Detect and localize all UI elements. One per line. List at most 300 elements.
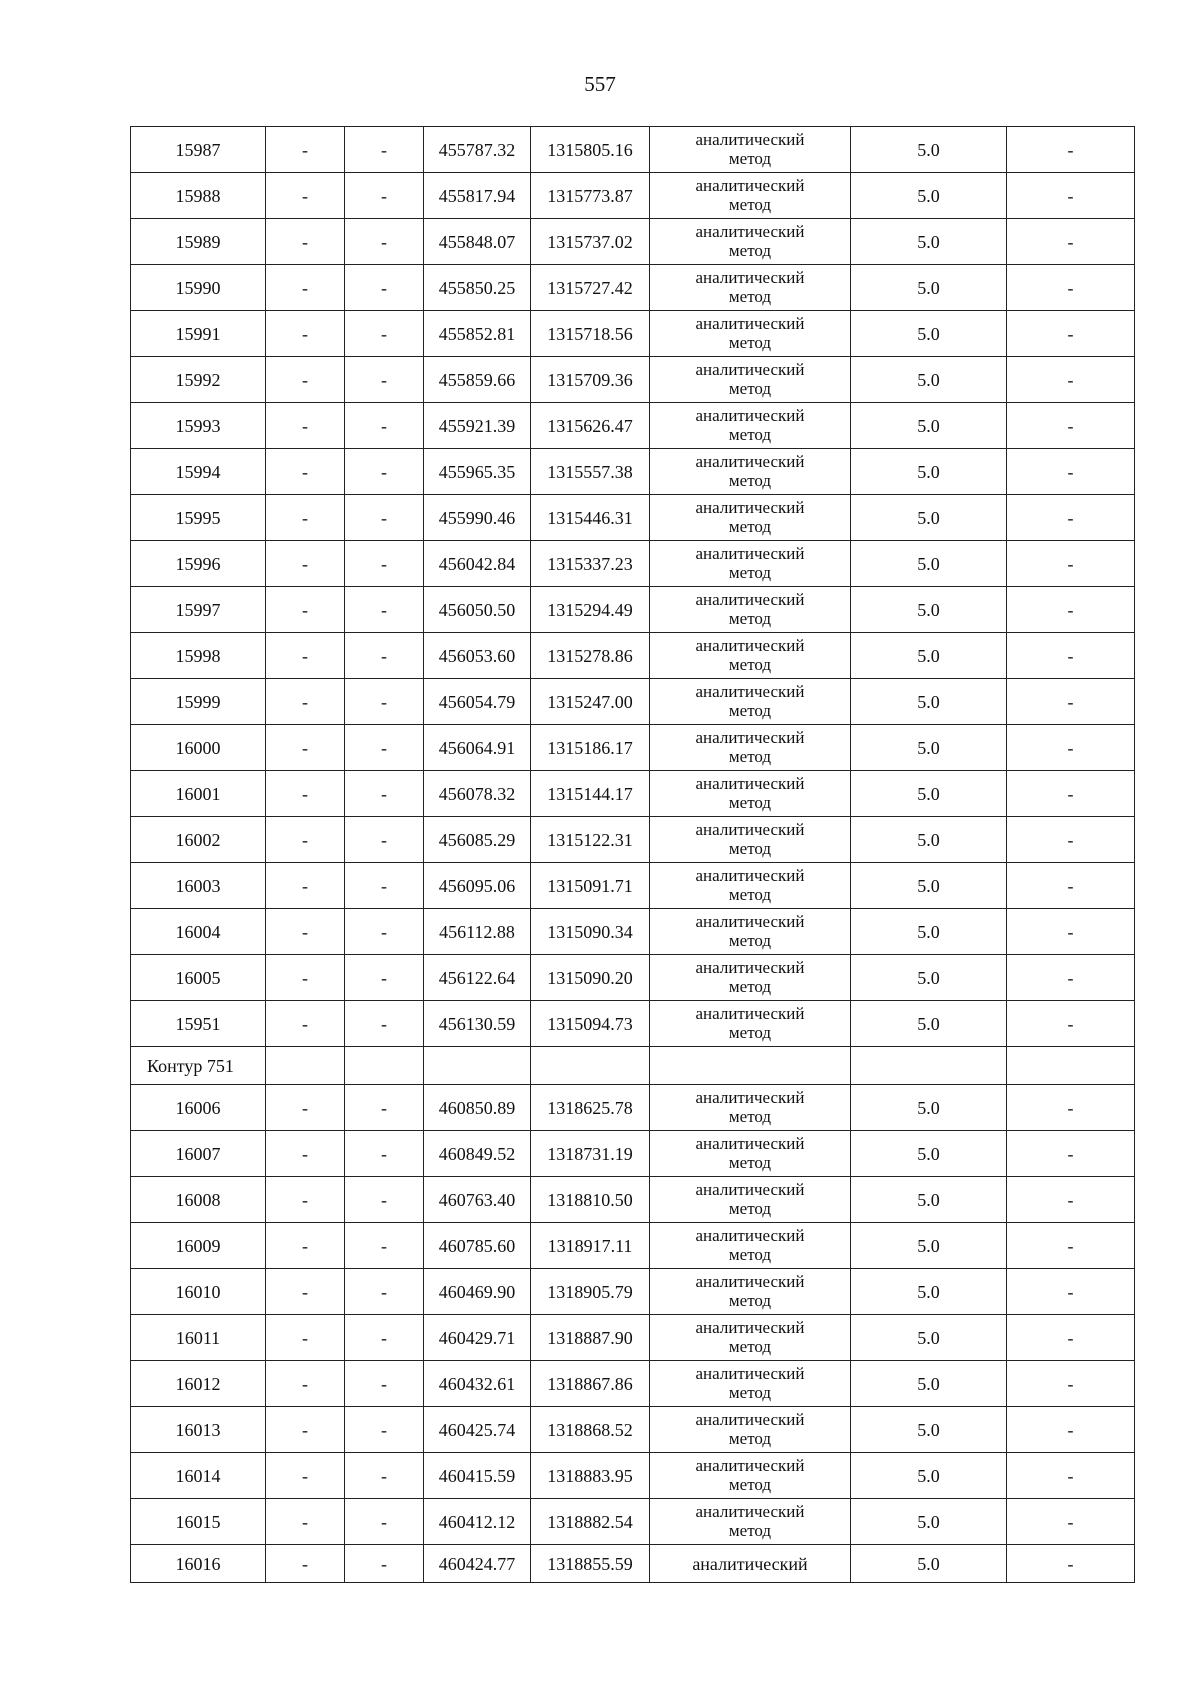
dash-cell: - xyxy=(345,1177,424,1223)
dash-cell: - xyxy=(345,725,424,771)
coord-y: 1318882.54 xyxy=(531,1499,650,1545)
accuracy-cell: 5.0 xyxy=(851,909,1007,955)
dash-cell: - xyxy=(266,219,345,265)
table-row xyxy=(131,955,1135,1001)
coord-y: 1315122.31 xyxy=(531,817,650,863)
point-id: 16004 xyxy=(131,909,266,955)
method-text: метод xyxy=(728,976,772,996)
coord-x: 456085.29 xyxy=(424,817,531,863)
dash-cell: - xyxy=(266,311,345,357)
table-row xyxy=(131,587,1135,633)
method-text: метод xyxy=(728,1520,772,1540)
coord-y: 1315091.71 xyxy=(531,863,650,909)
dash-cell: - xyxy=(1007,1453,1135,1499)
method-text: метод xyxy=(728,378,772,398)
dash-cell: - xyxy=(1007,1177,1135,1223)
dash-cell: - xyxy=(266,1407,345,1453)
coord-x: 460412.12 xyxy=(424,1499,531,1545)
method-text: аналитический xyxy=(695,1226,805,1246)
coord-x: 456112.88 xyxy=(424,909,531,955)
dash-cell: - xyxy=(1007,633,1135,679)
table-row xyxy=(131,357,1135,403)
method-cell xyxy=(650,817,851,863)
point-id: 15987 xyxy=(131,127,266,173)
dash-cell: - xyxy=(1007,587,1135,633)
dash-cell: - xyxy=(345,1361,424,1407)
coord-x: 460432.61 xyxy=(424,1361,531,1407)
dash-cell: - xyxy=(266,587,345,633)
coord-x: 455850.25 xyxy=(424,265,531,311)
method-text: метод xyxy=(728,240,772,260)
accuracy-cell: 5.0 xyxy=(851,173,1007,219)
point-id: 15990 xyxy=(131,265,266,311)
dash-cell: - xyxy=(266,1361,345,1407)
coord-x: 456095.06 xyxy=(424,863,531,909)
method-text: метод xyxy=(728,470,772,490)
method-cell xyxy=(650,1361,851,1407)
dash-cell: - xyxy=(1007,357,1135,403)
point-id: 16010 xyxy=(131,1269,266,1315)
table-row xyxy=(131,725,1135,771)
empty-cell xyxy=(266,1047,345,1085)
point-id: 16001 xyxy=(131,771,266,817)
dash-cell: - xyxy=(1007,127,1135,173)
point-id: 15994 xyxy=(131,449,266,495)
method-text: аналитический xyxy=(695,176,805,196)
dash-cell: - xyxy=(266,127,345,173)
table-row xyxy=(131,1545,1135,1583)
dash-cell: - xyxy=(345,633,424,679)
coord-y: 1315727.42 xyxy=(531,265,650,311)
dash-cell: - xyxy=(1007,219,1135,265)
table-row xyxy=(131,817,1135,863)
empty-cell xyxy=(851,1047,1007,1085)
coord-x: 455787.32 xyxy=(424,127,531,173)
method-text: аналитический xyxy=(695,544,805,564)
method-text: аналитический xyxy=(695,1134,805,1154)
method-text: метод xyxy=(728,746,772,766)
dash-cell: - xyxy=(345,403,424,449)
table-row xyxy=(131,403,1135,449)
method-text: аналитический xyxy=(695,682,805,702)
dash-cell: - xyxy=(1007,1407,1135,1453)
contour-label: Контур 751 xyxy=(131,1047,266,1085)
table-row xyxy=(131,1223,1135,1269)
dash-cell: - xyxy=(266,909,345,955)
coord-x: 455852.81 xyxy=(424,311,531,357)
accuracy-cell: 5.0 xyxy=(851,1453,1007,1499)
dash-cell: - xyxy=(266,725,345,771)
coord-y: 1315278.86 xyxy=(531,633,650,679)
contour-header-row xyxy=(131,1047,1135,1085)
method-text: метод xyxy=(728,1152,772,1172)
method-cell xyxy=(650,1407,851,1453)
dash-cell: - xyxy=(266,449,345,495)
method-text: метод xyxy=(728,332,772,352)
dash-cell: - xyxy=(1007,265,1135,311)
table-row xyxy=(131,173,1135,219)
point-id: 15996 xyxy=(131,541,266,587)
method-text: аналитический xyxy=(695,1410,805,1430)
dash-cell: - xyxy=(1007,403,1135,449)
page-number: 557 xyxy=(584,72,616,96)
method-text: аналитический xyxy=(695,1318,805,1338)
point-id: 16012 xyxy=(131,1361,266,1407)
dash-cell: - xyxy=(266,1545,345,1583)
table-row xyxy=(131,1177,1135,1223)
point-id: 16011 xyxy=(131,1315,266,1361)
dash-cell: - xyxy=(266,1223,345,1269)
coordinates-table xyxy=(130,126,1135,1583)
dash-cell: - xyxy=(1007,817,1135,863)
coord-y: 1315557.38 xyxy=(531,449,650,495)
dash-cell: - xyxy=(266,771,345,817)
table-row xyxy=(131,311,1135,357)
method-text: аналитический xyxy=(695,820,805,840)
empty-cell xyxy=(345,1047,424,1085)
accuracy-cell: 5.0 xyxy=(851,219,1007,265)
dash-cell: - xyxy=(345,679,424,725)
table-row xyxy=(131,863,1135,909)
table-row xyxy=(131,1269,1135,1315)
dash-cell: - xyxy=(1007,1499,1135,1545)
method-cell xyxy=(650,955,851,1001)
dash-cell: - xyxy=(266,173,345,219)
table-row xyxy=(131,1361,1135,1407)
dash-cell: - xyxy=(345,1085,424,1131)
method-text: аналитический xyxy=(695,866,805,886)
coord-x: 460850.89 xyxy=(424,1085,531,1131)
accuracy-cell: 5.0 xyxy=(851,1131,1007,1177)
method-text: метод xyxy=(728,286,772,306)
method-text: аналитический xyxy=(695,268,805,288)
accuracy-cell: 5.0 xyxy=(851,449,1007,495)
method-text: аналитический xyxy=(695,314,805,334)
table-row xyxy=(131,909,1135,955)
dash-cell: - xyxy=(266,1177,345,1223)
dash-cell: - xyxy=(345,1001,424,1047)
accuracy-cell: 5.0 xyxy=(851,1407,1007,1453)
method-cell xyxy=(650,495,851,541)
method-text: аналитический xyxy=(695,452,805,472)
coord-y: 1318625.78 xyxy=(531,1085,650,1131)
point-id: 15991 xyxy=(131,311,266,357)
dash-cell: - xyxy=(266,633,345,679)
coord-x: 456053.60 xyxy=(424,633,531,679)
method-text: метод xyxy=(728,562,772,582)
dash-cell: - xyxy=(1007,1545,1135,1583)
method-text: аналитический xyxy=(695,728,805,748)
coord-x: 456042.84 xyxy=(424,541,531,587)
point-id: 15995 xyxy=(131,495,266,541)
point-id: 16008 xyxy=(131,1177,266,1223)
dash-cell: - xyxy=(1007,771,1135,817)
method-text: аналитический xyxy=(695,1272,805,1292)
method-cell xyxy=(650,357,851,403)
coord-x: 460785.60 xyxy=(424,1223,531,1269)
method-cell xyxy=(650,725,851,771)
dash-cell: - xyxy=(266,1085,345,1131)
coord-x: 456064.91 xyxy=(424,725,531,771)
method-cell: аналитический xyxy=(650,1545,851,1583)
table-row xyxy=(131,633,1135,679)
accuracy-cell: 5.0 xyxy=(851,955,1007,1001)
method-text: метод xyxy=(728,838,772,858)
dash-cell: - xyxy=(345,817,424,863)
empty-cell xyxy=(531,1047,650,1085)
method-cell xyxy=(650,1269,851,1315)
dash-cell: - xyxy=(345,1223,424,1269)
dash-cell: - xyxy=(1007,955,1135,1001)
accuracy-cell: 5.0 xyxy=(851,1315,1007,1361)
method-text: аналитический xyxy=(695,406,805,426)
dash-cell: - xyxy=(266,1269,345,1315)
coord-y: 1315247.00 xyxy=(531,679,650,725)
table-row xyxy=(131,1499,1135,1545)
method-cell xyxy=(650,633,851,679)
accuracy-cell: 5.0 xyxy=(851,541,1007,587)
method-cell xyxy=(650,587,851,633)
dash-cell: - xyxy=(1007,1315,1135,1361)
method-cell xyxy=(650,219,851,265)
method-text: метод xyxy=(728,148,772,168)
method-text: аналитический xyxy=(695,912,805,932)
accuracy-cell: 5.0 xyxy=(851,127,1007,173)
point-id: 15951 xyxy=(131,1001,266,1047)
coord-y: 1318887.90 xyxy=(531,1315,650,1361)
dash-cell: - xyxy=(1007,1361,1135,1407)
method-text: аналитический xyxy=(695,774,805,794)
dash-cell: - xyxy=(266,1131,345,1177)
dash-cell: - xyxy=(266,1001,345,1047)
dash-cell: - xyxy=(345,357,424,403)
coord-y: 1318905.79 xyxy=(531,1269,650,1315)
method-text: метод xyxy=(728,424,772,444)
table-row xyxy=(131,541,1135,587)
dash-cell: - xyxy=(345,1315,424,1361)
method-text: метод xyxy=(728,1428,772,1448)
dash-cell: - xyxy=(345,127,424,173)
dash-cell: - xyxy=(345,449,424,495)
dash-cell: - xyxy=(1007,495,1135,541)
table-row xyxy=(131,495,1135,541)
dash-cell: - xyxy=(345,1453,424,1499)
coord-y: 1315626.47 xyxy=(531,403,650,449)
dash-cell: - xyxy=(266,863,345,909)
method-text: метод xyxy=(728,930,772,950)
coord-y: 1318883.95 xyxy=(531,1453,650,1499)
method-text: метод xyxy=(728,1198,772,1218)
point-id: 16002 xyxy=(131,817,266,863)
dash-cell: - xyxy=(1007,173,1135,219)
point-id: 15997 xyxy=(131,587,266,633)
point-id: 16005 xyxy=(131,955,266,1001)
method-cell xyxy=(650,1499,851,1545)
accuracy-cell: 5.0 xyxy=(851,771,1007,817)
coord-y: 1315294.49 xyxy=(531,587,650,633)
empty-cell xyxy=(650,1047,851,1085)
accuracy-cell: 5.0 xyxy=(851,311,1007,357)
method-cell xyxy=(650,265,851,311)
method-cell xyxy=(650,1001,851,1047)
point-id: 16016 xyxy=(131,1545,266,1583)
coord-y: 1315737.02 xyxy=(531,219,650,265)
coord-y: 1318917.11 xyxy=(531,1223,650,1269)
point-id: 15988 xyxy=(131,173,266,219)
table-row xyxy=(131,127,1135,173)
dash-cell: - xyxy=(266,1315,345,1361)
coord-x: 460429.71 xyxy=(424,1315,531,1361)
method-cell xyxy=(650,173,851,219)
point-id: 16003 xyxy=(131,863,266,909)
method-text: аналитический xyxy=(695,1088,805,1108)
dash-cell: - xyxy=(1007,725,1135,771)
dash-cell: - xyxy=(345,587,424,633)
point-id: 16007 xyxy=(131,1131,266,1177)
point-id: 16009 xyxy=(131,1223,266,1269)
coord-y: 1315090.34 xyxy=(531,909,650,955)
table-row xyxy=(131,1315,1135,1361)
coord-x: 456130.59 xyxy=(424,1001,531,1047)
dash-cell: - xyxy=(345,955,424,1001)
coord-y: 1315337.23 xyxy=(531,541,650,587)
table-row xyxy=(131,679,1135,725)
coord-x: 456054.79 xyxy=(424,679,531,725)
accuracy-cell: 5.0 xyxy=(851,1361,1007,1407)
method-text: метод xyxy=(728,1106,772,1126)
dash-cell: - xyxy=(266,403,345,449)
dash-cell: - xyxy=(266,495,345,541)
coord-x: 455859.66 xyxy=(424,357,531,403)
coord-y: 1315718.56 xyxy=(531,311,650,357)
method-text: метод xyxy=(728,700,772,720)
table-row xyxy=(131,771,1135,817)
method-text: аналитический xyxy=(695,958,805,978)
coord-x: 455921.39 xyxy=(424,403,531,449)
dash-cell: - xyxy=(1007,311,1135,357)
accuracy-cell: 5.0 xyxy=(851,357,1007,403)
accuracy-cell: 5.0 xyxy=(851,863,1007,909)
method-text: аналитический xyxy=(695,498,805,518)
point-id: 16015 xyxy=(131,1499,266,1545)
method-text: аналитический xyxy=(695,1502,805,1522)
coord-y: 1318867.86 xyxy=(531,1361,650,1407)
dash-cell: - xyxy=(1007,541,1135,587)
method-cell xyxy=(650,403,851,449)
method-cell xyxy=(650,1453,851,1499)
method-text: аналитический xyxy=(695,130,805,150)
method-text: метод xyxy=(728,516,772,536)
accuracy-cell: 5.0 xyxy=(851,1177,1007,1223)
method-cell xyxy=(650,771,851,817)
method-text: аналитический xyxy=(695,590,805,610)
accuracy-cell: 5.0 xyxy=(851,265,1007,311)
coord-y: 1315090.20 xyxy=(531,955,650,1001)
point-id: 15992 xyxy=(131,357,266,403)
coord-x: 460424.77 xyxy=(424,1545,531,1583)
dash-cell: - xyxy=(1007,449,1135,495)
coord-y: 1318868.52 xyxy=(531,1407,650,1453)
point-id: 16014 xyxy=(131,1453,266,1499)
method-text: метод xyxy=(728,1474,772,1494)
method-text: аналитический xyxy=(695,636,805,656)
dash-cell: - xyxy=(345,541,424,587)
table-row xyxy=(131,265,1135,311)
empty-cell xyxy=(424,1047,531,1085)
accuracy-cell: 5.0 xyxy=(851,817,1007,863)
accuracy-cell: 5.0 xyxy=(851,587,1007,633)
dash-cell: - xyxy=(345,311,424,357)
accuracy-cell: 5.0 xyxy=(851,1223,1007,1269)
method-text: метод xyxy=(728,1244,772,1264)
coord-x: 460425.74 xyxy=(424,1407,531,1453)
dash-cell: - xyxy=(266,265,345,311)
dash-cell: - xyxy=(1007,1131,1135,1177)
table-row xyxy=(131,1001,1135,1047)
method-text: аналитический xyxy=(695,1180,805,1200)
method-cell xyxy=(650,1131,851,1177)
method-text: метод xyxy=(728,194,772,214)
coord-x: 455965.35 xyxy=(424,449,531,495)
accuracy-cell: 5.0 xyxy=(851,1269,1007,1315)
coord-x: 456122.64 xyxy=(424,955,531,1001)
coord-x: 460469.90 xyxy=(424,1269,531,1315)
point-id: 16000 xyxy=(131,725,266,771)
method-cell xyxy=(650,863,851,909)
dash-cell: - xyxy=(266,679,345,725)
dash-cell: - xyxy=(345,173,424,219)
method-cell xyxy=(650,1085,851,1131)
coord-x: 455990.46 xyxy=(424,495,531,541)
method-text: метод xyxy=(728,792,772,812)
table-row xyxy=(131,1407,1135,1453)
dash-cell: - xyxy=(345,219,424,265)
method-text: аналитический xyxy=(695,1364,805,1384)
method-cell xyxy=(650,1315,851,1361)
dash-cell: - xyxy=(345,771,424,817)
point-id: 15993 xyxy=(131,403,266,449)
dash-cell: - xyxy=(266,1453,345,1499)
method-text: аналитический xyxy=(695,222,805,242)
accuracy-cell: 5.0 xyxy=(851,1085,1007,1131)
method-cell xyxy=(650,909,851,955)
table-row xyxy=(131,1131,1135,1177)
method-text: метод xyxy=(728,1336,772,1356)
dash-cell: - xyxy=(345,1131,424,1177)
coord-y: 1315709.36 xyxy=(531,357,650,403)
dash-cell: - xyxy=(345,1269,424,1315)
dash-cell: - xyxy=(1007,1269,1135,1315)
accuracy-cell: 5.0 xyxy=(851,679,1007,725)
method-text: метод xyxy=(728,1382,772,1402)
method-cell xyxy=(650,1223,851,1269)
coord-y: 1318810.50 xyxy=(531,1177,650,1223)
accuracy-cell: 5.0 xyxy=(851,403,1007,449)
coord-y: 1315186.17 xyxy=(531,725,650,771)
coord-x: 460415.59 xyxy=(424,1453,531,1499)
method-text: метод xyxy=(728,1290,772,1310)
point-id: 15999 xyxy=(131,679,266,725)
dash-cell: - xyxy=(266,1499,345,1545)
point-id: 15989 xyxy=(131,219,266,265)
dash-cell: - xyxy=(266,955,345,1001)
dash-cell: - xyxy=(345,863,424,909)
method-cell xyxy=(650,127,851,173)
empty-cell xyxy=(1007,1047,1135,1085)
table-row xyxy=(131,1453,1135,1499)
coord-y: 1315773.87 xyxy=(531,173,650,219)
coord-y: 1318855.59 xyxy=(531,1545,650,1583)
